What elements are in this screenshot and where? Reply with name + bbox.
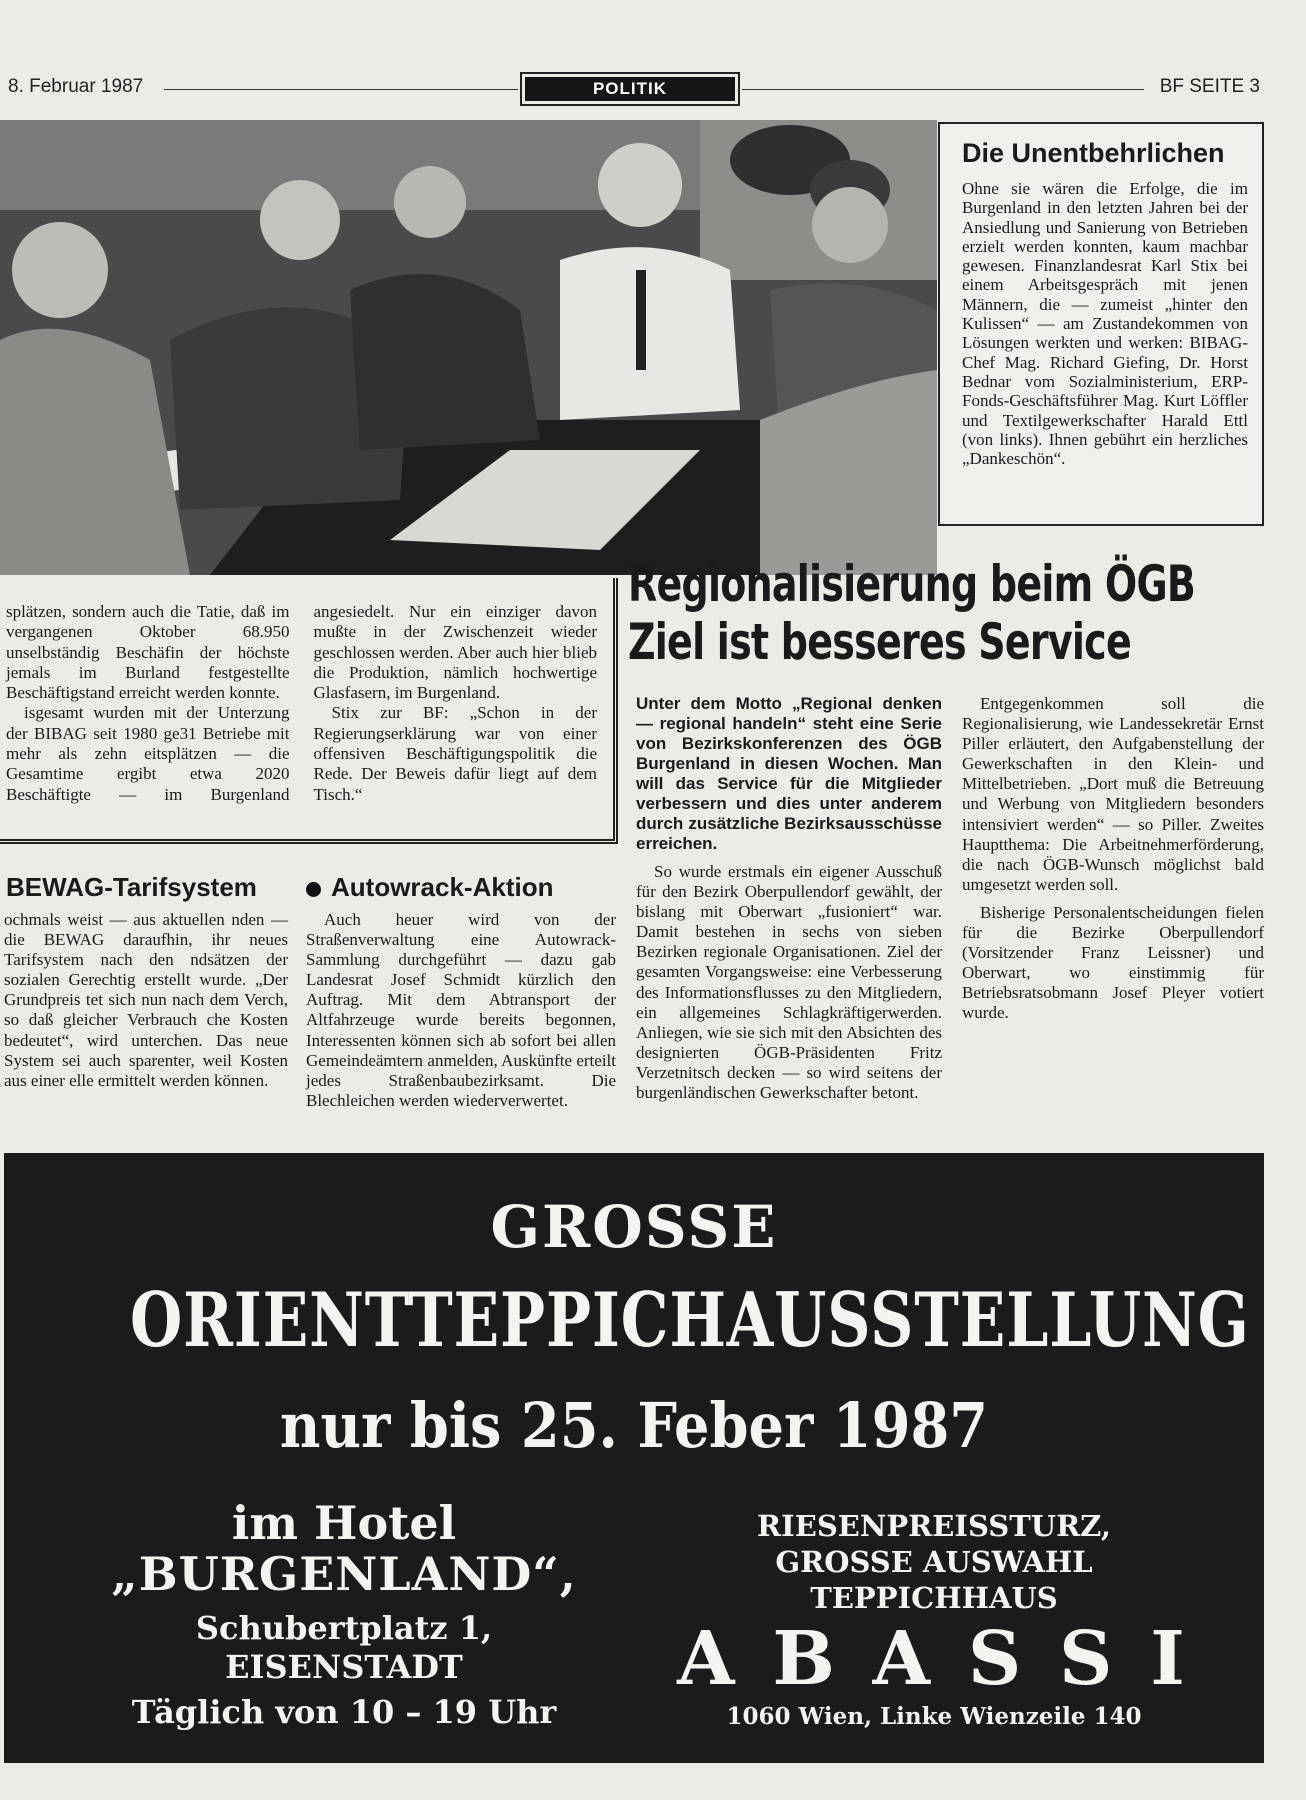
meeting-photo: [0, 120, 937, 575]
ad-line-grosse: GROSSE: [490, 1193, 778, 1261]
bullet-icon: [306, 882, 321, 897]
autowrack-article: [306, 910, 616, 1111]
oegb-paragraph-1: So wurde erstmals ein eigener Ausschuß für den Bezirk Oberpullendorf gewählt, der bislang mit Oberwart „fusioniert“ war. Damit bestehen in sechs von sieben Bezirken regionale Organisationen. Ziel der gesamten Vorgangsweise: eine Verbesserung des Informationsflusses zu den Mitgliedern, ein allgemeines Schlagkräftigerwerden. Anliegen, wie sie sich mit den Absichten des designierten ÖGB-Präsidenten Fritz Verzetnitsch decken — so wird seitens der burgenländischen Gewerkschafter betont.: [636, 862, 942, 1103]
autowrack-text: Auch heuer wird von der Straßenverwaltung eine Autowrack-Sammlung durchgeführt — dazu gab Landesrat Josef Schmidt kürzlich den Auftrag. Mit dem Abtransport der Altfahrzeuge wurde bereits begonnen, Interessenten können sich ab sofort bei allen Gemeindeämtern anmelden, Auskünfte erteilt jedes Straßenbaubezirksamt. Die Blechleichen werden wiederverwertet.: [306, 910, 616, 1110]
bewag-text: ochmals weist — aus aktuellen nden — die BEWAG daraufhin, ihr neues Tarifsystem nach den ndsätzen der sozialen Gerechtig erstellt wurde. „Der Grundpreis tet sich nun nach dem Verch, so daß gleicher Verbrauch che Kosten bedeutet“, wird unterchen. Das neue System sei auch sparenter, weil Kosten aus einer elle ermittelt werden können.: [4, 910, 288, 1090]
autowrack-title: Autowrack-Aktion: [331, 872, 554, 902]
oegb-column-2: [962, 694, 1264, 1024]
caption-title: Die Unentbehrlichen: [962, 138, 1225, 168]
oegb-paragraph-2: Entgegenkommen soll die Regionalisierung, wie Landessekretär Ernst Piller erläutert, den Aufgabenstellung der Gewerkschaften in den Klein- und Mittelbetrieben. „Dort muß die Betreuung und Werbung von Mitgliedern besonders intensiviert werden“ — so Piller. Zweites Hauptthema: Die Arbeitnehmerförderung, die nach ÖGB-Wunsch möglichst bald umgesetzt werden soll.: [962, 694, 1264, 894]
oegb-headline: [628, 555, 1196, 671]
ad-venue-city: EISENSTADT: [225, 1648, 463, 1686]
ad-dealer-line-1: RIESENPREISSTURZ,: [757, 1509, 1111, 1543]
header-rule-left: [164, 89, 518, 90]
section-label: POLITIK: [525, 77, 735, 101]
caption-box: [938, 122, 1264, 526]
bewag-article: [4, 910, 288, 1091]
ad-venue-hotel: im Hotel: [231, 1496, 457, 1550]
bibag-article-text: [6, 602, 597, 805]
ad-line-date: nur bis 25. Feber 1987: [279, 1389, 989, 1462]
bewag-heading: BEWAG-Tarifsystem: [6, 872, 257, 902]
ad-venue-name: „BURGENLAND“,: [111, 1547, 577, 1601]
autowrack-heading: [306, 872, 553, 903]
bibag-paragraph-1: splätzen, sondern auch die Tatie, daß im vergangenen Oktober 68.950 unselbständig Beschäfin der höchste jemals im Burland festgestellte Beschäftigstand erreicht werden konnte.: [6, 602, 290, 703]
ad-line-exhibition: ORIENTTEPPICHAUSSTELLUNG: [130, 1276, 1250, 1364]
ad-dealer-line-2: GROSSE AUSWAHL: [775, 1545, 1093, 1579]
oegb-lead: Unter dem Motto „Regional denken — regional handeln“ steht eine Serie von Bezirkskonferenzen des ÖGB Burgenland in diesen Wochen. Man will das Service für die Mitglieder verbessern und dies unter anderem durch zusätzliche Bezirksausschüsse erreichen.: [636, 694, 942, 853]
carpet-exhibition-ad: [4, 1153, 1264, 1763]
ad-dealer-name: A B A S S I: [677, 1616, 1191, 1702]
caption-text: Ohne sie wären die Erfolge, die im Burgenland in den letzten Jahren bei der Ansiedlung und Sanierung von Betrieben erzielt werden konnten, kaum machbar gewesen. Finanzlandesrat Karl Stix bei einem Arbeitsgespräch mit jenen Männern, die — zumeist „hinter den Kulissen“ — am Zustandekommen von Lösungen werkten und werken: BIBAG-Chef Mag. Richard Giefing, Dr. Horst Bednar vom Sozialministerium, ERP-Fonds-Geschäftsführer Mag. Kurt Löffler und Textilgewerkschafter Harald Ettl (von links). Ihnen gebührt ein herzliches „Dankeschön“.: [962, 179, 1248, 469]
ad-opening-hours: Täglich von 10 – 19 Uhr: [131, 1693, 557, 1731]
page-number: BF SEITE 3: [1159, 76, 1260, 97]
oegb-body-part-1: [636, 862, 942, 1107]
section-label-box: [520, 72, 740, 106]
meeting-photo-illustration: [0, 120, 937, 575]
bibag-article-box: [0, 578, 618, 844]
bibag-paragraph-2: isgesamt wurden mit der Unterzung der BIBAG seit 1980 ge31 Betriebe mit mehr als zehn eitsplätzen — die Gesamtime ergibt etwa 2020 Beschäftigte — im Burgenland angesiedelt. Nur ein einziger davon mußte in der Zwischenzeit wieder geschlossen werden. Aber auch hier blieb die Produktion, nämlich hochwertige Glasfasern, im Burgenland.: [6, 602, 597, 804]
oegb-headline-line-1: Regionalisierung beim ÖGB: [628, 555, 1196, 613]
ad-venue: [64, 1498, 624, 1732]
oegb-paragraph-3: Bisherige Personalentscheidungen fielen für die Bezirke Oberpullendorf (Vorsitzender Franz Leissner) und Oberwart, wo einstimmig für Betriebsratsobmann Josef Pleyer votiert wurde.: [962, 902, 1264, 1023]
issue-date: 8. Februar 1987: [8, 76, 144, 97]
oegb-column-1: [636, 694, 942, 1107]
ad-dealer: [674, 1508, 1194, 1732]
header-rule-right: [742, 89, 1144, 90]
ad-dealer-line-3: TEPPICHHAUS: [810, 1581, 1058, 1615]
oegb-headline-line-2: Ziel ist besseres Service: [628, 613, 1131, 671]
bibag-paragraph-3: Stix zur BF: „Schon in der Regierungserklärung war von einer offensiven Beschäftigungspolitik die Rede. Der Beweis dafür liegt auf dem Tisch.“: [313, 703, 597, 804]
ad-venue-address: Schubertplatz 1,: [195, 1609, 493, 1647]
ad-dealer-address: 1060 Wien, Linke Wienzeile 140: [726, 1703, 1142, 1730]
